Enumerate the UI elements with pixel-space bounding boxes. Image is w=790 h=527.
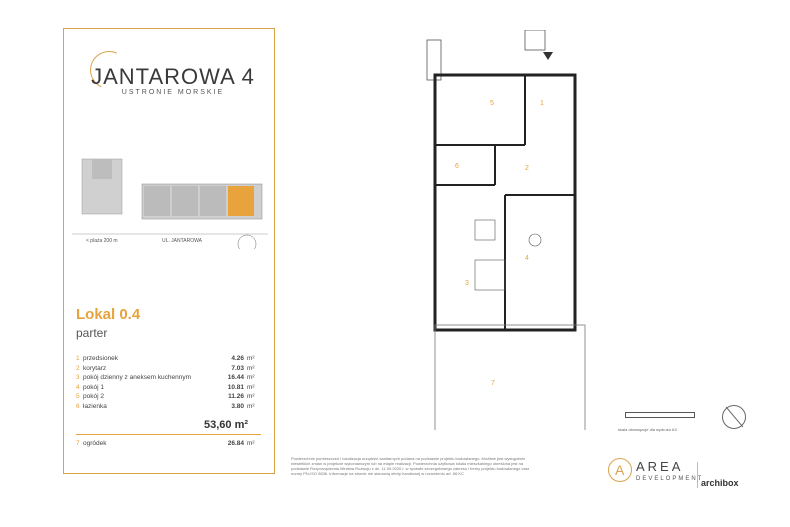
room-row: 3 pokój dzienny z aneksem kuchennym 16.44 m² [76,374,255,382]
room-row: 2 korytarz 7.03 m² [76,364,255,372]
svg-text:3: 3 [465,280,469,287]
divider [76,434,261,435]
svg-text:7: 7 [491,380,495,387]
scale-bar [625,412,695,418]
site-plan [72,154,268,249]
room-row: 5 pokój 2 11.26 m² [76,393,255,401]
room-row: 1 przedsionek 4.26 m² [76,355,255,363]
room-row: 6 łazienka 3.80 m² [76,402,255,410]
compass-icon [722,405,746,429]
architect-logo: archibox [701,478,739,488]
floor-label: parter [76,326,108,340]
brand-title: JANTAROWA 4 [91,64,255,89]
developer-sub: DEVELOPMENT [636,476,704,482]
svg-text:4: 4 [525,255,529,262]
svg-text:5: 5 [490,100,494,107]
room-row: 4 pokój 1 10.81 m² [76,383,255,391]
disclaimer: Powierzchnie pomieszczeń i lokalizacja urządzeń sanitarnych podana na podstawie projektu budowlanego. Możliwe jest wystąpienie niewielkich zmian w projekcie wykonawczym lub na etapie realizacji. Powierzchnia użytkowa lokalu mieszkalnego określona jest na podstawie Rozporządzenia Ministra Rozwoju z dn. 11.09.2020 r. w sprawie szczegółowego zakresu i formy projektu budowlanego oraz normy PN-ISO 9836. Informacje na stronie nie stanowią oferty handlowej w rozumieniu art. 66 KC [291,456,530,476]
beach-label: < plaża 200 m [86,238,118,244]
garden-row: 7 ogródek 26.84 m² [76,440,255,448]
brand-subtitle: USTRONIE MORSKIE [121,89,225,96]
scale-caption: skala obowiązuje dla wydruku A3 [618,427,677,432]
info-card [63,28,275,474]
lokal-title: Lokal 0.4 [76,306,141,323]
svg-text:6: 6 [455,163,459,170]
rooms-list [76,354,261,411]
svg-text:2: 2 [525,165,529,172]
floor-plan [415,30,595,430]
street-label: UL. JANTAROWA [162,238,203,244]
total-area: 53,60 m² [204,419,249,431]
divider [697,462,698,488]
area-logo-icon [608,458,632,482]
developer-name: AREA [636,459,684,474]
svg-text:1: 1 [540,100,544,107]
